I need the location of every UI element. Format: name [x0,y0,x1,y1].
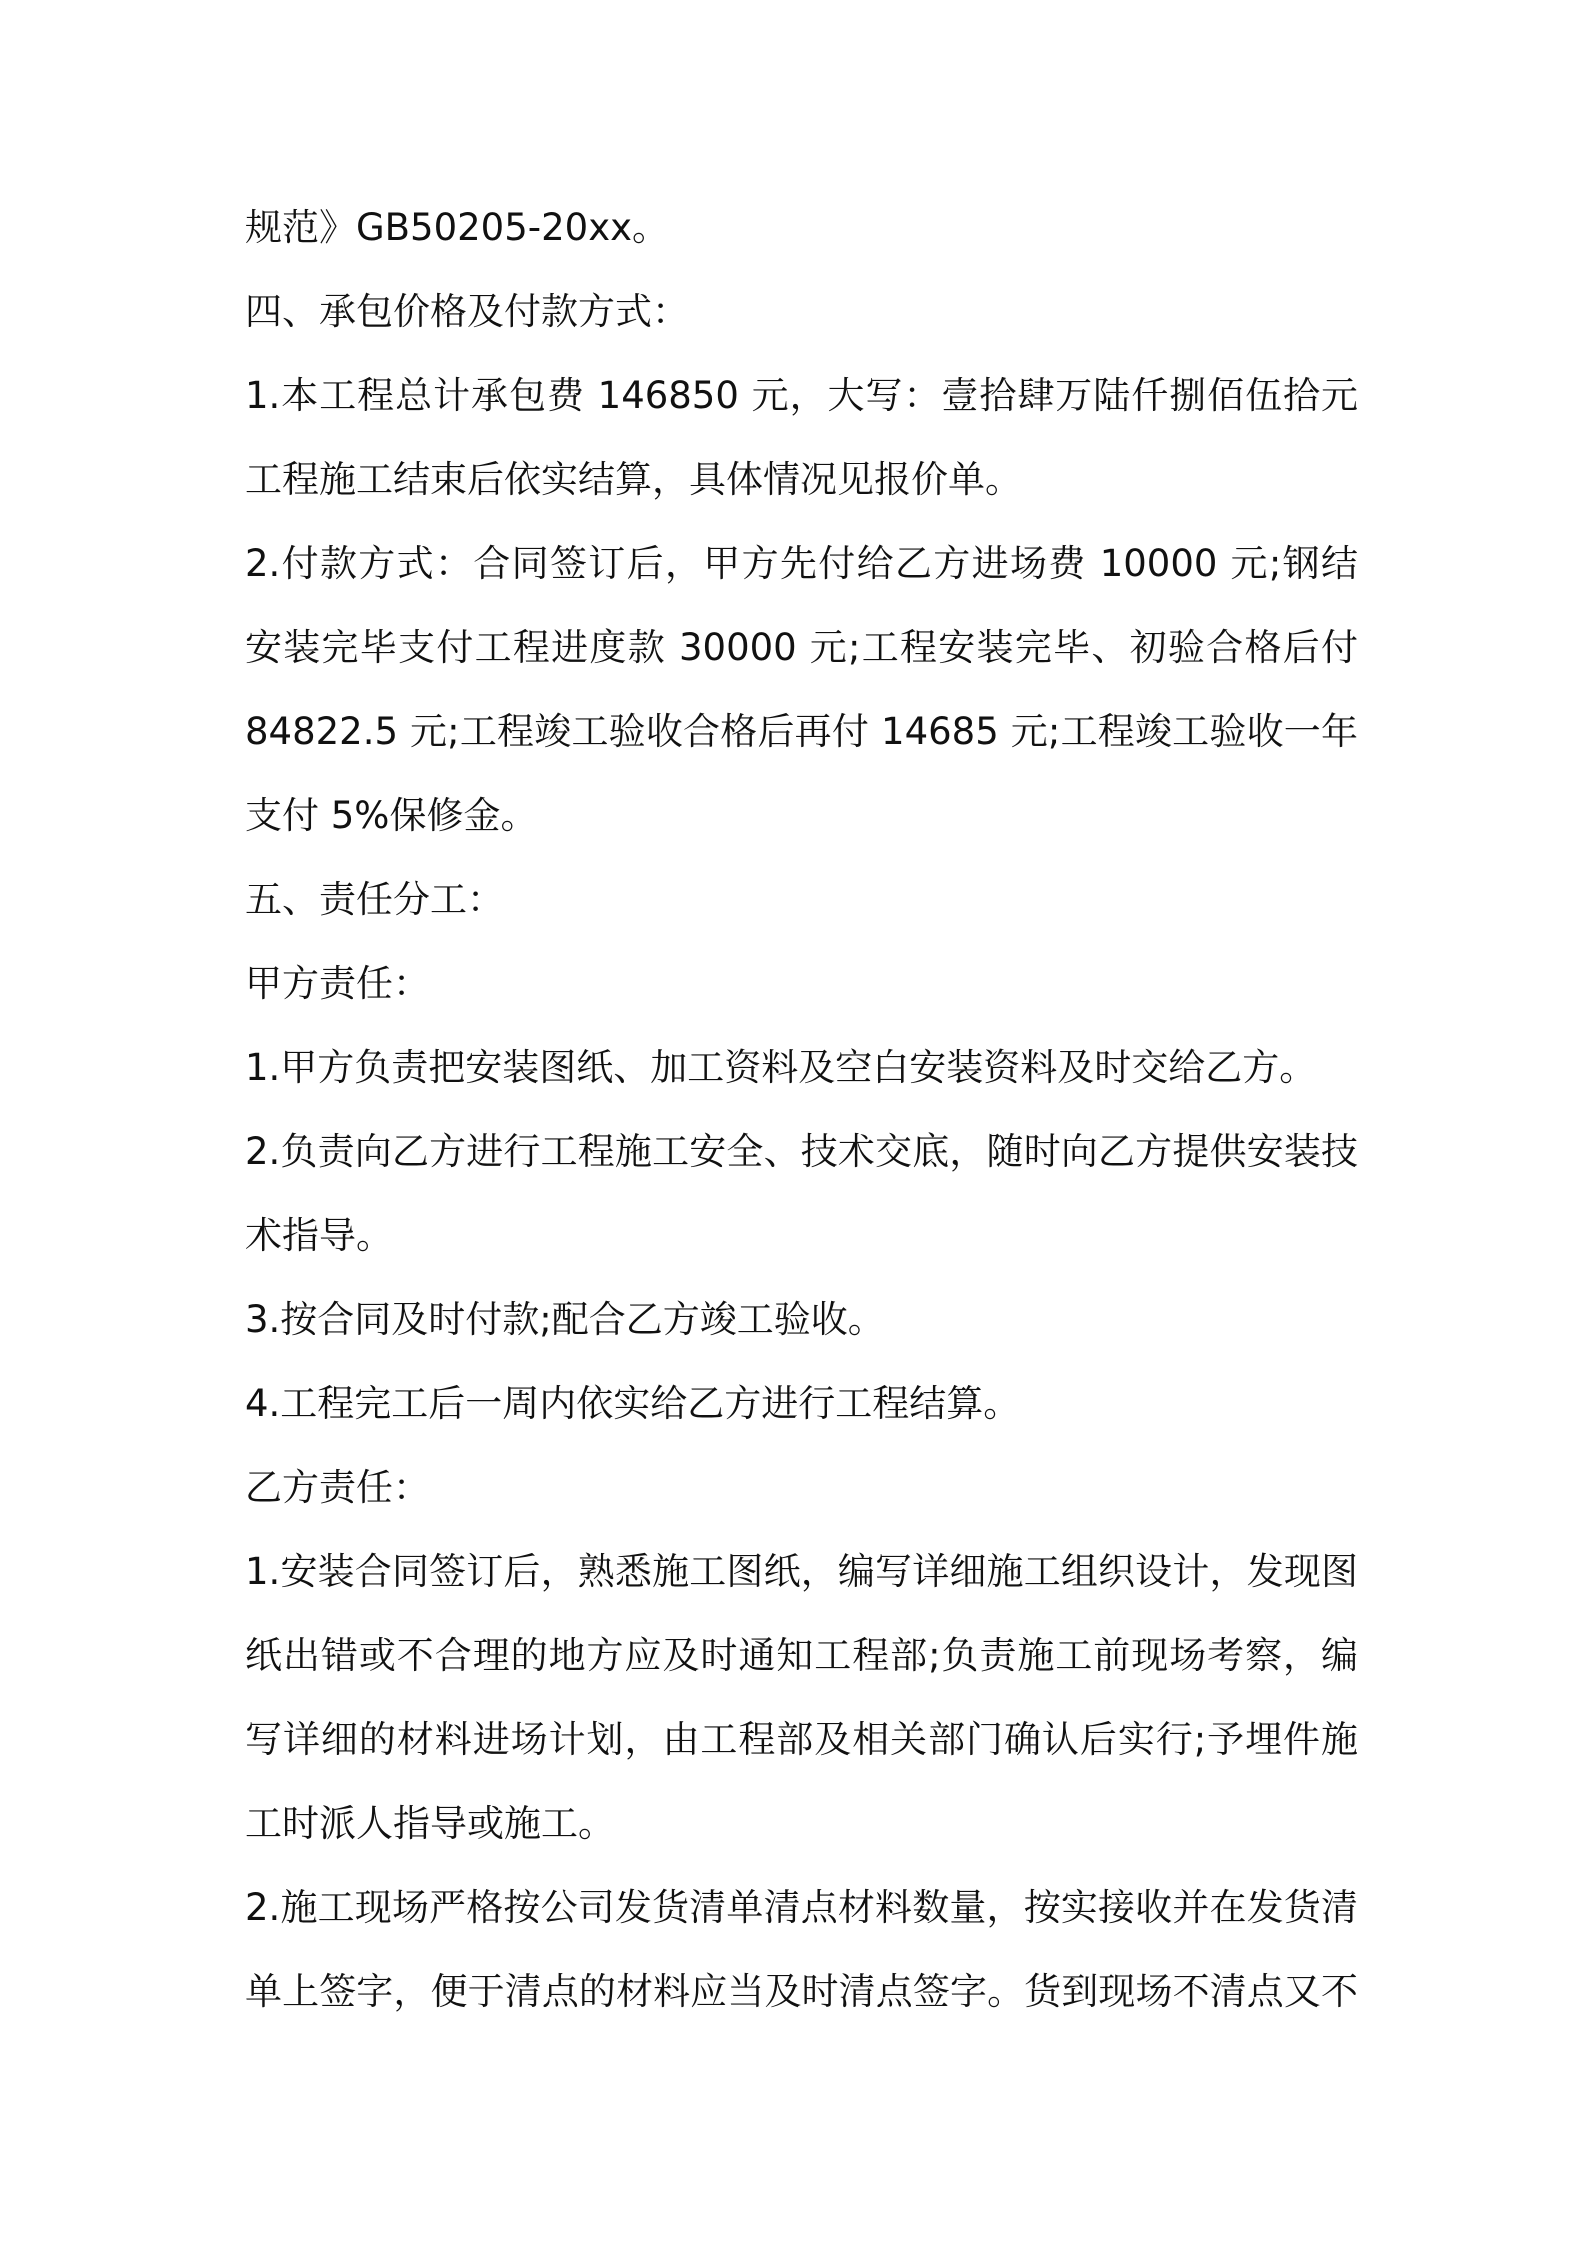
text-line: 1.安装合同签订后，熟悉施工图纸，编写详细施工组织设计，发现图 [245,1550,1358,1593]
subheading-party-b: 乙方责任： [245,1466,430,1509]
text-line: 安装完毕支付工程进度款 30000 元;工程安装完毕、初验合格后付 [245,626,1358,669]
text-line: 支付 5%保修金。 [245,794,538,837]
paragraph-party-b-item-2 [245,1866,1358,2034]
subheading-party-a: 甲方责任： [245,962,430,1005]
paragraph-party-a-item-4 [245,1362,1358,1446]
paragraph-party-b-item-1 [245,1530,1358,1866]
text-line: 2.负责向乙方进行工程施工安全、技术交底，随时向乙方提供安装技 [245,1130,1358,1173]
text-line: 4.工程完工后一周内依实给乙方进行工程结算。 [245,1382,1021,1425]
text-line: 单上签字，便于清点的材料应当及时清点签字。货到现场不清点又不 [245,1970,1358,2013]
paragraph-total-price [245,354,1358,522]
section-heading-responsibilities: 五、责任分工： [245,878,504,921]
text-line: 2.付款方式：合同签订后，甲方先付给乙方进场费 10000 元;钢结 [245,542,1358,585]
paragraph-party-a-item-1 [245,1026,1358,1110]
text-line: 3.按合同及时付款;配合乙方竣工验收。 [245,1298,885,1341]
paragraph-party-a-item-2 [245,1110,1358,1278]
text-line: 84822.5 元;工程竣工验收合格后再付 14685 元;工程竣工验收一年 [245,710,1358,753]
text-line: 工程施工结束后依实结算，具体情况见报价单。 [245,458,1022,501]
paragraph-payment-method [245,522,1358,858]
text-line: 写详细的材料进场计划，由工程部及相关部门确认后实行;予埋件施 [245,1718,1358,1761]
text-line: 术指导。 [245,1214,393,1257]
text-line: 1.本工程总计承包费 146850 元，大写：壹拾肆万陆仟捌佰伍拾元 [245,374,1358,417]
section-heading-price-payment: 四、承包价格及付款方式： [245,290,689,333]
text-line-standard-ref: 规范》GB50205-20xx。 [245,206,669,249]
text-line: 工时派人指导或施工。 [245,1802,615,1845]
text-line: 1.甲方负责把安装图纸、加工资料及空白安装资料及时交给乙方。 [245,1046,1317,1089]
document-body [245,186,1358,2034]
text-line: 纸出错或不合理的地方应及时通知工程部;负责施工前现场考察，编 [245,1634,1358,1677]
text-line: 2.施工现场严格按公司发货清单清点材料数量，按实接收并在发货清 [245,1886,1358,1929]
paragraph-party-a-item-3 [245,1278,1358,1362]
